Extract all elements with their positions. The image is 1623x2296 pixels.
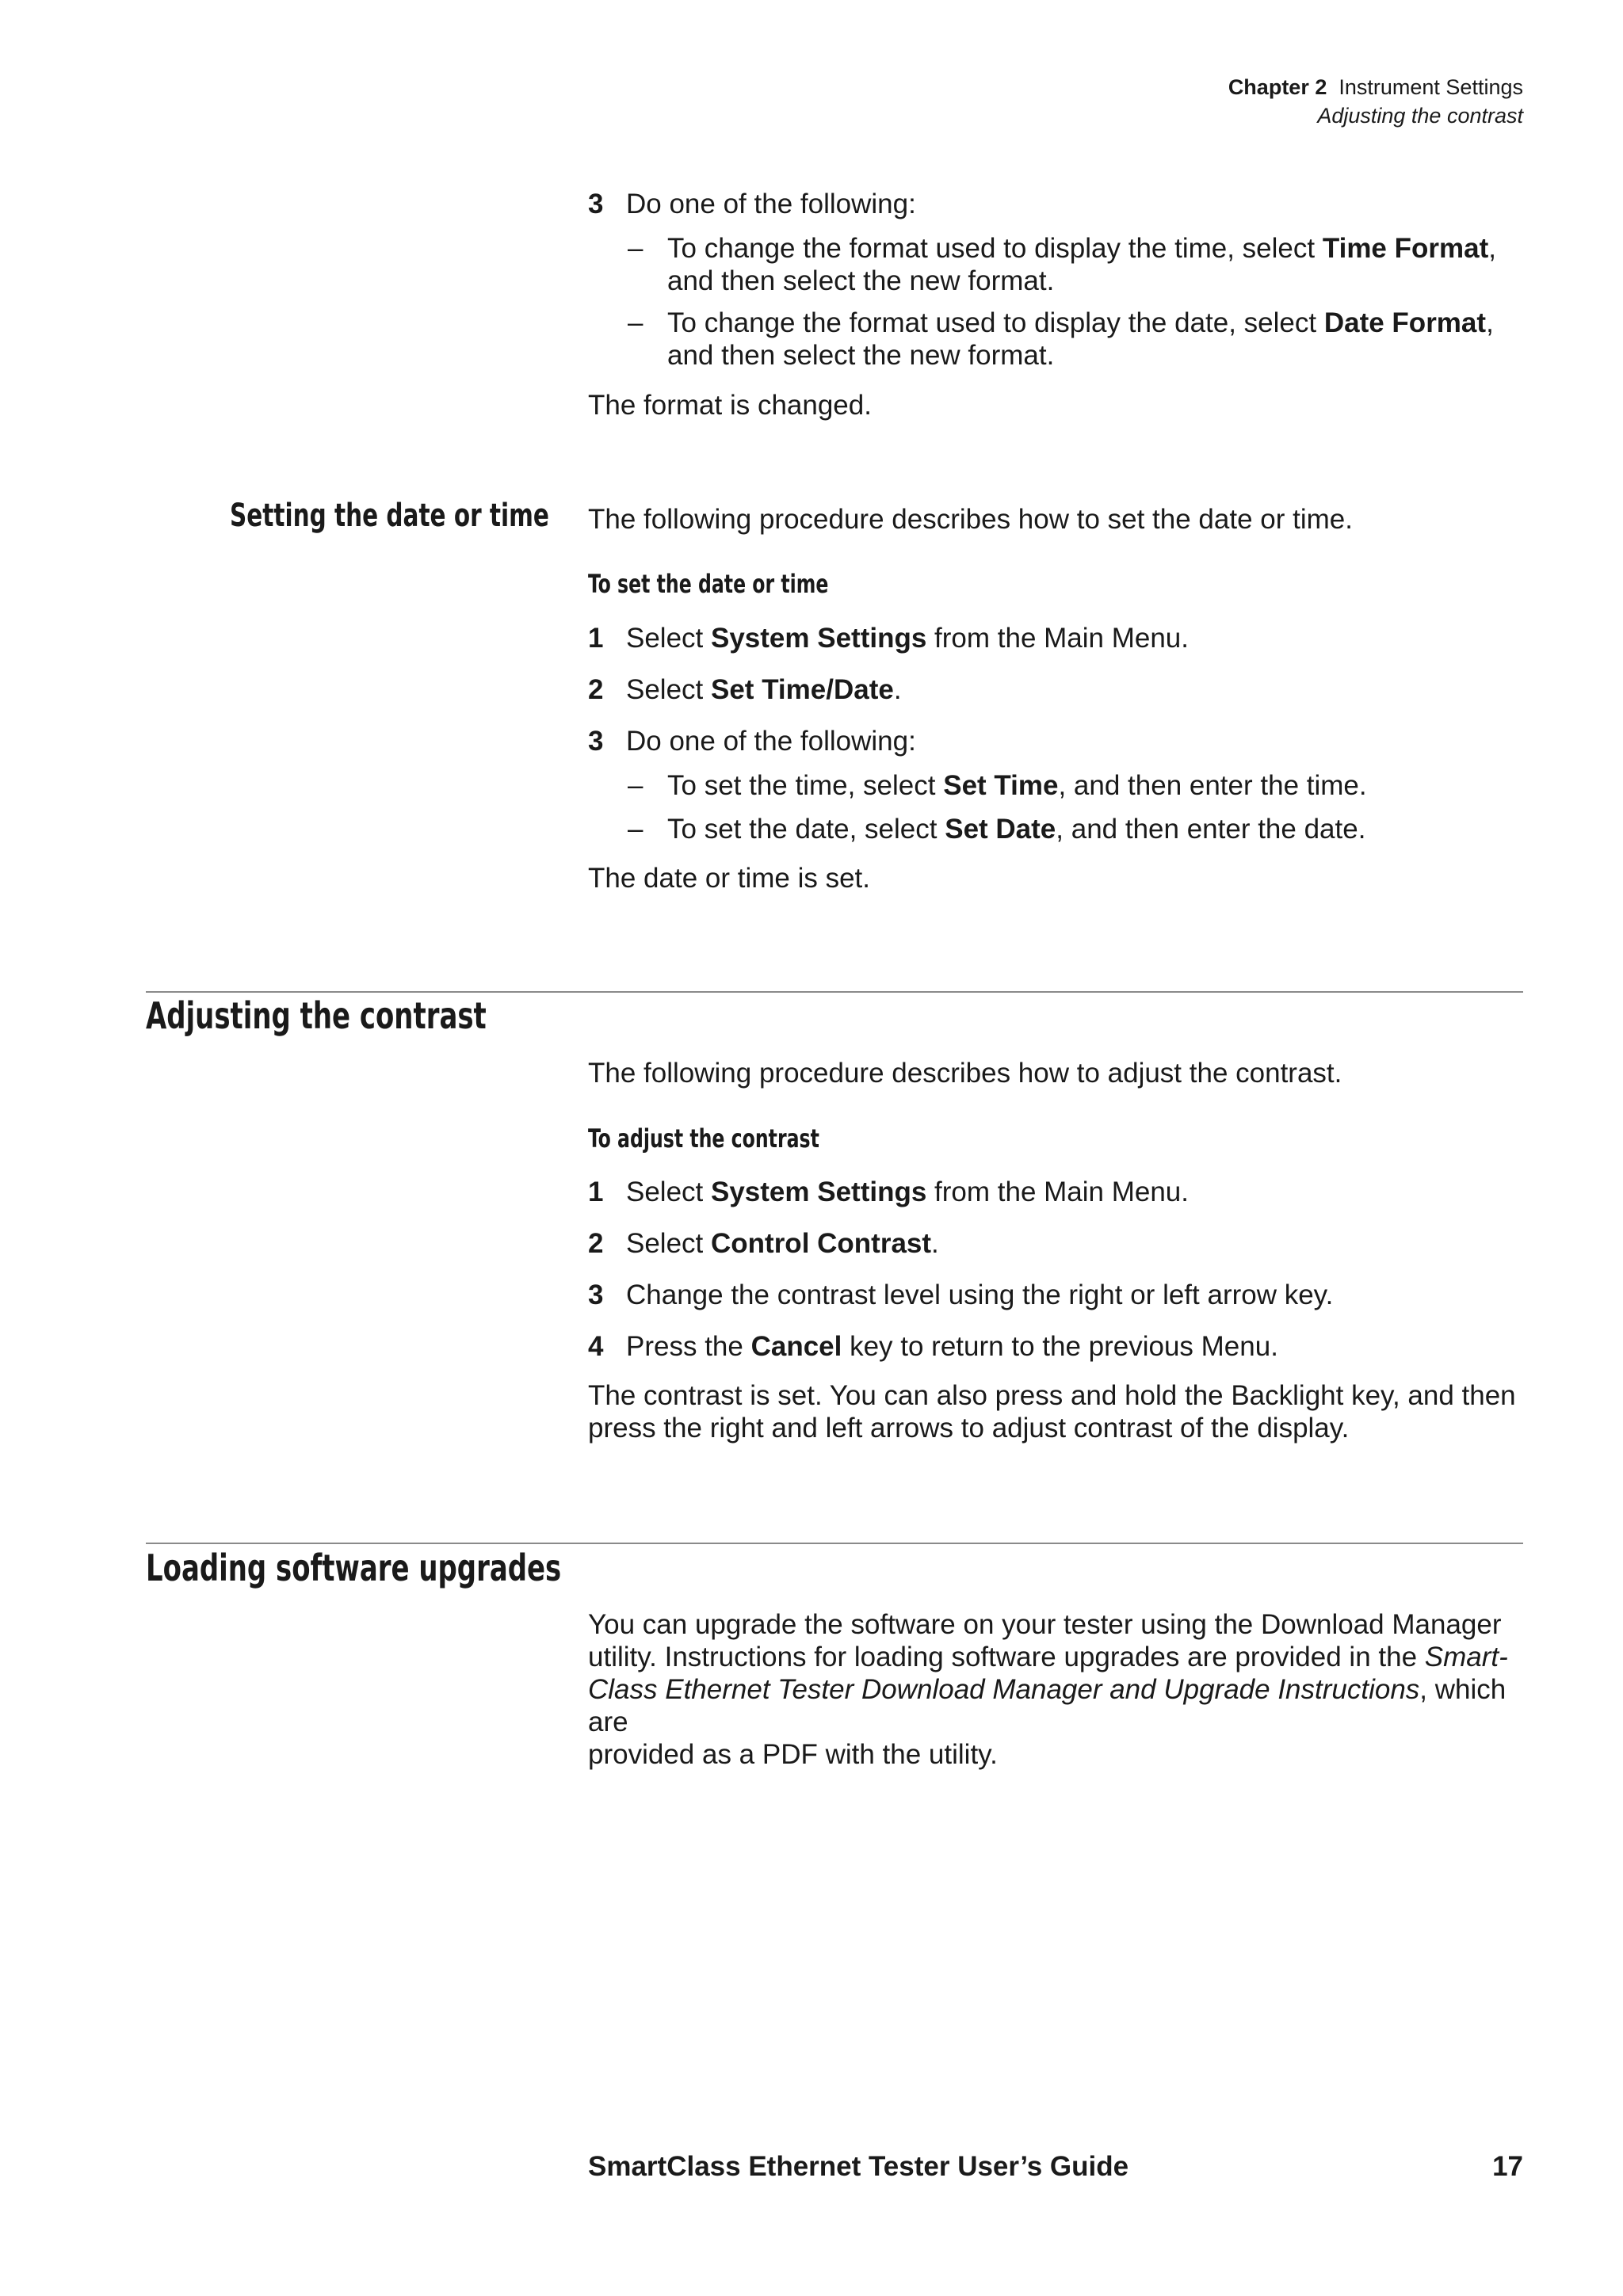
chapter-label: Chapter 2	[1228, 75, 1327, 99]
header-section: Adjusting the contrast	[1317, 104, 1523, 128]
procedure-title: To adjust the contrast	[588, 1123, 819, 1154]
running-header	[1228, 73, 1523, 130]
footer-title: SmartClass Ethernet Tester User’s Guide	[588, 2151, 1129, 2182]
dash-bullet: –	[628, 307, 643, 338]
sub-item-text: To change the format used to display the date, select Date Format,	[667, 307, 1494, 338]
section-divider	[146, 1543, 1523, 1544]
section-heading-contrast: Adjusting the contrast	[146, 994, 487, 1037]
result-text: The contrast is set. You can also press and hold the Backlight key, and then press the right and left arrows to adjust contrast of the display.	[588, 1380, 1516, 1444]
upgrades-paragraph: You can upgrade the software on your tester using the Download Manager utility. Instructions for loading software upgrades are provided in the Smart- Class Ethernet Tester Download Manager and Upgrade Instructions, which are provided as a PDF with the utility.	[588, 1609, 1508, 1770]
dash-bullet: –	[628, 233, 643, 264]
procedure-title: To set the date or time	[588, 569, 829, 599]
sidehead-setting-date: Setting the date or time	[230, 498, 549, 534]
step-text: Do one of the following:	[626, 189, 916, 219]
sub-item-text: To change the format used to display the time, select Time Format,	[667, 233, 1496, 264]
section-heading-upgrades: Loading software upgrades	[146, 1547, 562, 1589]
result-text: The format is changed.	[588, 390, 872, 421]
chapter-title: Instrument Settings	[1338, 75, 1523, 99]
step-number: 3	[588, 189, 604, 219]
result-text: The date or time is set.	[588, 863, 870, 894]
intro-text: The following procedure describes how to set the date or time.	[588, 504, 1353, 535]
intro-text: The following procedure describes how to adjust the contrast.	[588, 1058, 1342, 1089]
section-divider	[146, 991, 1523, 993]
page-number: 17	[1492, 2151, 1523, 2182]
